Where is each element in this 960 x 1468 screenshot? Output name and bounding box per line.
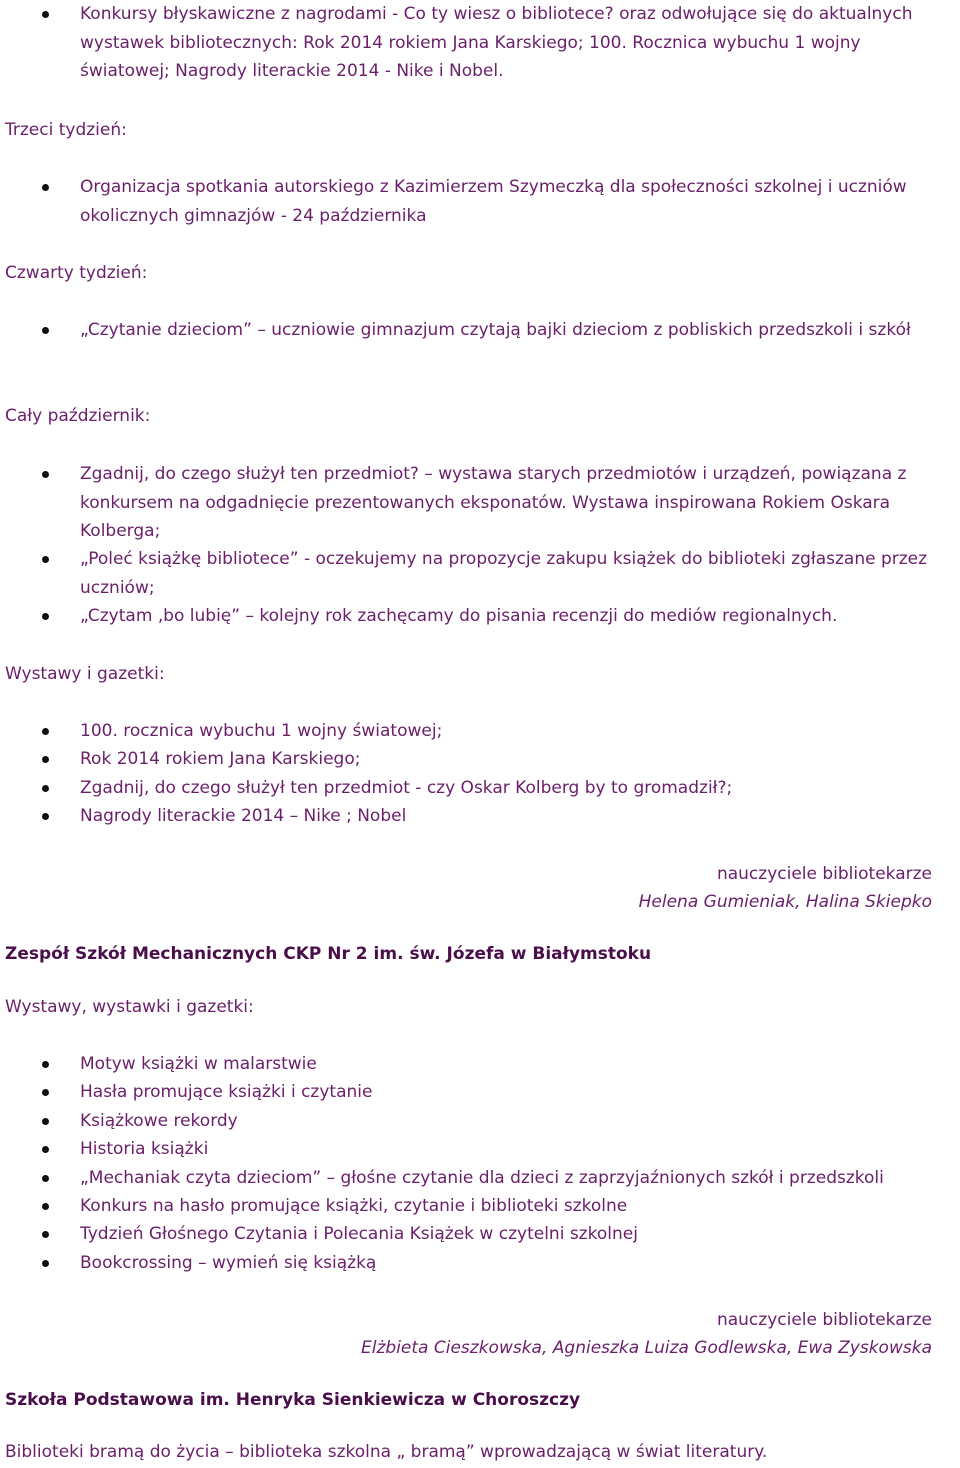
list-item-text: Książkowe rekordy bbox=[80, 1111, 238, 1131]
signature-names: Elżbieta Cieszkowska, Agnieszka Luiza Godlewska, Ewa Zyskowska bbox=[361, 1338, 932, 1358]
list-item-text: Zgadnij, do czego służył ten przedmiot? – wystawa starych przedmiotów i urządzeń, powiązana z konkursem na odgadnięcie prezentowanych eksponatów. Wystawa inspirowana Rokiem Oskara Kolberga; bbox=[80, 464, 907, 541]
bullet-icon bbox=[42, 11, 49, 18]
bullet-icon bbox=[42, 728, 49, 735]
signature-role: nauczyciele bibliotekarze bbox=[716, 864, 932, 884]
list-item-text: Organizacja spotkania autorskiego z Kazimierzem Szymeczką dla społeczności szkolnej i uczniów okolicznych gimnazjów - 24 października bbox=[80, 177, 907, 226]
list-item-text: Bookcrossing – wymień się książką bbox=[80, 1253, 377, 1273]
bullet-icon bbox=[42, 1260, 49, 1267]
bullet-icon bbox=[42, 327, 49, 334]
paragraph: Biblioteki bramą do życia – biblioteka szkolna „ bramą” wprowadzającą w świat literatury. bbox=[5, 1442, 768, 1462]
list-item-text: „Poleć książkę bibliotece” - oczekujemy na propozycje zakupu książek do biblioteki zgłaszane przez uczniów; bbox=[80, 549, 928, 598]
list-item-text: Motyw książki w malarstwie bbox=[80, 1054, 317, 1074]
bullet-icon bbox=[42, 1175, 49, 1182]
list-item-text: 100. rocznica wybuchu 1 wojny światowej; bbox=[80, 721, 443, 741]
list-item-text: „Mechaniak czyta dzieciom” – głośne czytanie dla dzieci z zaprzyjaźnionych szkół i przedszkoli bbox=[80, 1168, 884, 1188]
list-item-text: Konkursy błyskawiczne z nagrodami - Co ty wiesz o bibliotece? oraz odwołujące się do aktualnych wystawek bibliotecznych: Rok 2014 rokiem Jana Karskiego; 100. Rocznica wybuchu 1 wojny światowej; Nagrody literackie 2014 - Nike i Nobel. bbox=[80, 4, 913, 81]
section-heading: Trzeci tydzień: bbox=[5, 120, 127, 140]
section-heading: Wystawy i gazetki: bbox=[5, 664, 165, 684]
bullet-icon bbox=[42, 1061, 49, 1068]
bullet-icon bbox=[42, 613, 49, 620]
bullet-icon bbox=[42, 1146, 49, 1153]
school-heading: Zespół Szkół Mechanicznych CKP Nr 2 im. św. Józefa w Białymstoku bbox=[5, 944, 652, 964]
list-item-text: „Czytanie dzieciom” – uczniowie gimnazjum czytają bajki dzieciom z pobliskich przedszkoli i szkół bbox=[80, 320, 911, 340]
bullet-icon bbox=[42, 1118, 49, 1125]
list-item-text: Nagrody literackie 2014 – Nike ; Nobel bbox=[80, 806, 407, 826]
list-item-text: „Czytam ‚bo lubię” – kolejny rok zachęcamy do pisania recenzji do mediów regionalnych. bbox=[80, 606, 838, 626]
section-heading: Cały październik: bbox=[5, 406, 151, 426]
signature-names: Helena Gumieniak, Halina Skiepko bbox=[638, 892, 932, 912]
section-heading: Wystawy, wystawki i gazetki: bbox=[5, 997, 254, 1017]
signature-role: nauczyciele bibliotekarze bbox=[716, 1310, 932, 1330]
list-item-text: Zgadnij, do czego służył ten przedmiot - czy Oskar Kolberg by to gromadził?; bbox=[80, 778, 733, 798]
bullet-icon bbox=[42, 785, 49, 792]
list-item-text: Historia książki bbox=[80, 1139, 209, 1159]
bullet-icon bbox=[42, 1089, 49, 1096]
list-item-text: Konkurs na hasło promujące książki, czytanie i biblioteki szkolne bbox=[80, 1196, 628, 1216]
bullet-icon bbox=[42, 756, 49, 763]
bullet-icon bbox=[42, 1203, 49, 1210]
bullet-icon bbox=[42, 471, 49, 478]
bullet-icon bbox=[42, 1231, 49, 1238]
section-heading: Czwarty tydzień: bbox=[5, 263, 148, 283]
list-item-text: Rok 2014 rokiem Jana Karskiego; bbox=[80, 749, 361, 769]
bullet-icon bbox=[42, 813, 49, 820]
bullet-icon bbox=[42, 184, 49, 191]
list-item-text: Tydzień Głośnego Czytania i Polecania Książek w czytelni szkolnej bbox=[80, 1224, 638, 1244]
bullet-icon bbox=[42, 556, 49, 563]
list-item-text: Hasła promujące książki i czytanie bbox=[80, 1082, 373, 1102]
school-heading: Szkoła Podstawowa im. Henryka Sienkiewicza w Choroszczy bbox=[5, 1390, 581, 1410]
